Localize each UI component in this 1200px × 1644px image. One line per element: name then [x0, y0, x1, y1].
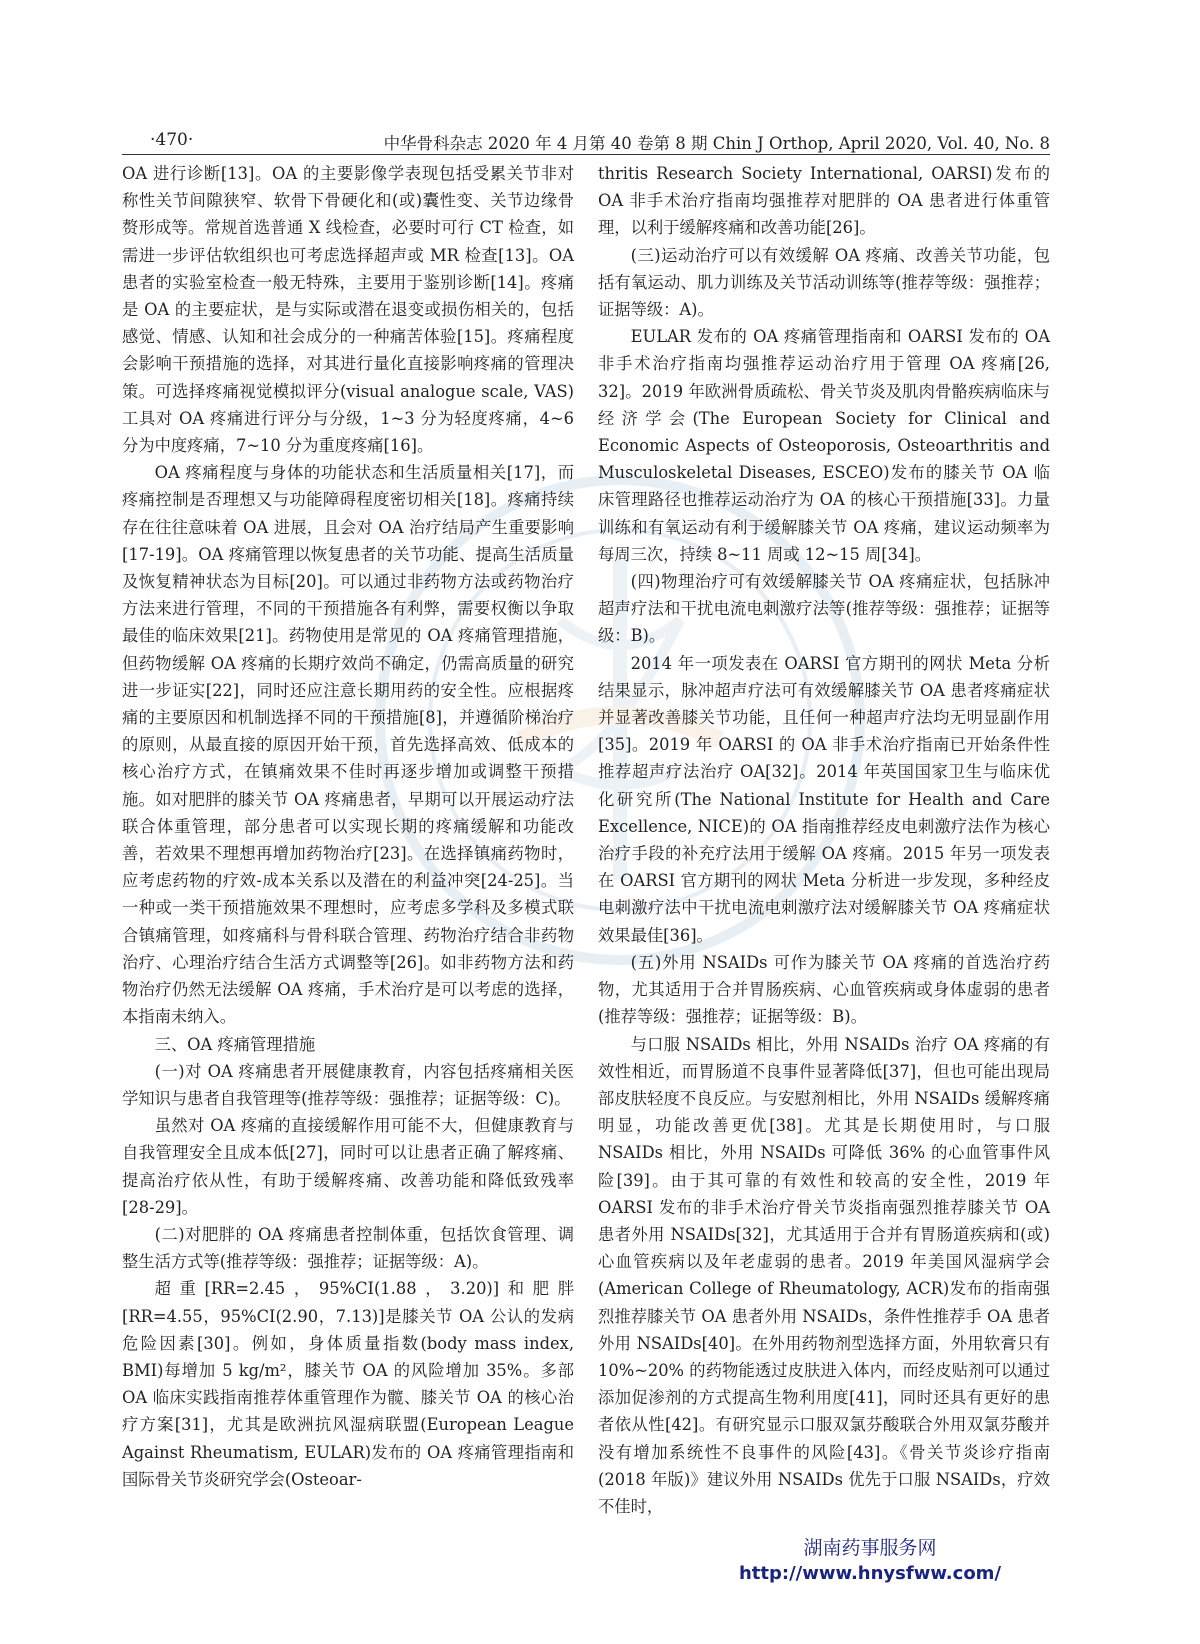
paragraph: OA 进行诊断[13]。OA 的主要影像学表现包括受累关节非对称性关节间隙狭窄、软骨下骨硬化和(或)囊性变、关节边缘骨赘形成等。常规首选普通 X 线检查，必要时可行 CT 检查，如需进一步评估软组织也可考虑选择超声或 MR 检查[13]。OA 患者的实验室检查一般无特殊，主要用于鉴别诊断[14]。疼痛是 OA 的主要症状，是与实际或潜在退变或损伤相关的，包括感觉、情感、认知和社会成分的一种痛苦体验[15]。疼痛程度会影响干预措施的选择，对其进行量化直接影响疼痛的管理决策。可选择疼痛视觉模拟评分(visual analogue scale, VAS)工具对 OA 疼痛进行评分与分级，1~3 分为轻度疼痛，4~6 分为中度疼痛，7~10 分为重度疼痛[16]。 [122, 164, 574, 456]
paragraph: (一)对 OA 疼痛患者开展健康教育，内容包括疼痛相关医学知识与患者自我管理等(推荐等级：强推荐；证据等级：C)。 [122, 1061, 574, 1108]
paragraph: 超重[RR=2.45，95%CI(1.88，3.20)]和肥胖[RR=4.55，95%CI(2.90，7.13)]是膝关节 OA 公认的发病危险因素[30]。例如，身体质量指数(body mass index, BMI)每增加 5 kg/m²，膝关节 OA 的风险增加 35%。多部 OA 临床实践指南推荐体重管理作为髋、膝关节 OA 的核心治疗方案[31]，尤其是欧洲抗风湿病联盟(European League Against Rheumatism, EULAR)发布的 OA 疼痛管理指南和国际骨关节炎研究学会(Osteoar- [122, 1279, 574, 1489]
section-heading: 三、OA 疼痛管理措施 [154, 1034, 316, 1054]
paragraph: thritis Research Society International, OARSI)发布的 OA 非手术治疗指南均强推荐对肥胖的 OA 患者进行体重管理，以利于缓解疼痛和改善功能[26]。 [598, 164, 1050, 238]
paragraph: (三)运动治疗可以有效缓解 OA 疼痛、改善关节功能，包括有氧运动、肌力训练及关节活动训练等(推荐等级：强推荐；证据等级：A)。 [598, 245, 1050, 320]
paragraph: EULAR 发布的 OA 疼痛管理指南和 OARSI 发布的 OA 非手术治疗指南均强推荐运动治疗用于管理 OA 疼痛[26, 32]。2019 年欧洲骨质疏松、骨关节炎及肌肉骨骼疾病临床与经济学会(The European Society for Clinical and Economic Aspects of Osteoporosis, Osteoarthritis and Musculoskeletal Diseases, ESCEO)发布的膝关节 OA 临床管理路径也推荐运动治疗为 OA 的核心干预措施[33]。力量训练和有氧运动有利于缓解膝关节 OA 疼痛，建议运动频率为每周三次，持续 8~11 周或 12~15 周[34]。 [598, 327, 1050, 564]
paragraph: OA 疼痛程度与身体的功能状态和生活质量相关[17]，而疼痛控制是否理想又与功能障碍程度密切相关[18]。疼痛持续存在往往意味着 OA 进展，且会对 OA 治疗结局产生重要影响[17-19]。OA 疼痛管理以恢复患者的关节功能、提高生活质量及恢复精神状态为目标[20]。可以通过非药物方法或药物治疗方法来进行管理，不同的干预措施各有利弊，需要权衡以争取最佳的临床效果[21]。药物使用是常见的 OA 疼痛管理措施，但药物缓解 OA 疼痛的长期疗效尚不确定，仍需高质量的研究进一步证实[22]，同时还应注意长期用药的安全性。应根据疼痛的主要原因和机制选择不同的干预措施[8]，并遵循阶梯治疗的原则，从最直接的原因开始干预，首先选择高效、低成本的核心治疗方式，在镇痛效果不佳时再逐步增加或调整干预措施。如对肥胖的膝关节 OA 疼痛患者，早期可以开展运动疗法联合体重管理，部分患者可以实现长期的疼痛缓解和功能改善，若效果不理想再增加药物治疗[23]。在选择镇痛药物时，应考虑药物的疗效-成本关系以及潜在的利益冲突[24-25]。当一种或一类干预措施效果不理想时，应考虑多学科及多模式联合镇痛管理，如疼痛科与骨科联合管理、药物治疗结合非药物治疗、心理治疗结合生活方式调整等[26]。如非药物方法和药物治疗仍然无法缓解 OA 疼痛，手术治疗是可以考虑的选择，本指南未纳入。 [122, 463, 574, 1027]
footer-watermark [720, 1535, 1020, 1587]
right-column [598, 160, 1050, 1520]
paragraph: 2014 年一项发表在 OARSI 官方期刊的网状 Meta 分析结果显示，脉冲超声疗法可有效缓解膝关节 OA 患者疼痛症状并显著改善膝关节功能，且任何一种超声疗法均无明显副作用[35]。2019 年 OARSI 的 OA 非手术治疗指南已开始条件性推荐超声疗法治疗 OA[32]。2014 年英国国家卫生与临床优化研究所(The National Institute for Health and Care Excellence, NICE)的 OA 指南推荐经皮电刺激疗法作为核心治疗手段的补充疗法用于缓解 OA 疼痛。2015 年另一项发表在 OARSI 官方期刊的网状 Meta 分析进一步发现，多种经皮电刺激疗法中干扰电流电刺激疗法对缓解膝关节 OA 疼痛症状效果最佳[36]。 [598, 653, 1050, 945]
page-number: ·470· [150, 130, 194, 150]
site-name: 湖南药事服务网 [803, 1537, 937, 1559]
paragraph: 与口服 NSAIDs 相比，外用 NSAIDs 治疗 OA 疼痛的有效性相近，而胃肠道不良事件显著降低[37]，但也可能出现局部皮肤轻度不良反应。与安慰剂相比，外用 NSAIDs 缓解疼痛明显，功能改善更优[38]。尤其是长期使用时，与口服 NSAIDs 相比，外用 NSAIDs 可降低 36% 的心血管事件风险[39]。由于其可靠的有效性和较高的安全性，2019 年 OARSI 发布的非手术治疗骨关节炎指南强烈推荐膝关节 OA 患者外用 NSAIDs[32]，尤其适用于合并有胃肠道疾病和(或)心血管疾病以及年老虚弱的患者。2019 年美国风湿病学会(American College of Rheumatology, ACR)发布的指南强烈推荐膝关节 OA 患者外用 NSAIDs，条件性推荐手 OA 患者外用 NSAIDs[40]。在外用药物剂型选择方面，外用软膏只有 10%~20% 的药物能透过皮肤进入体内，而经皮贴剂可以通过添加促渗剂的方式提高生物利用度[41]，同时还具有更好的患者依从性[42]。有研究显示口服双氯芬酸联合外用双氯芬酸并没有增加系统性不良事件的风险[43]。《骨关节炎诊疗指南(2018 年版)》建议外用 NSAIDs 优先于口服 NSAIDs，疗效不佳时， [598, 1034, 1050, 1516]
paragraph: (四)物理治疗可有效缓解膝关节 OA 疼痛症状，包括脉冲超声疗法和干扰电流电刺激疗法等(推荐等级：强推荐；证据等级：B)。 [598, 572, 1050, 646]
page-header [122, 128, 1050, 155]
journal-info: 中华骨科杂志 2020 年 4 月第 40 卷第 8 期 Chin J Orthop, April 2020, Vol. 40, No. 8 [383, 134, 1050, 153]
paragraph: (五)外用 NSAIDs 可作为膝关节 OA 疼痛的首选治疗药物，尤其适用于合并胃肠疾病、心血管疾病或身体虚弱的患者(推荐等级：强推荐；证据等级：B)。 [598, 952, 1050, 1027]
site-url[interactable]: http://www.hnysfww.com/ [738, 1563, 1002, 1584]
paragraph: 虽然对 OA 疼痛的直接缓解作用可能不大，但健康教育与自我管理安全且成本低[27]，同时可以让患者正确了解疼痛、提高治疗依从性，有助于缓解疼痛、改善功能和降低致残率[28-29]。 [122, 1116, 574, 1217]
left-column [122, 160, 574, 1493]
paragraph: (二)对肥胖的 OA 疼痛患者控制体重，包括饮食管理、调整生活方式等(推荐等级：强推荐；证据等级：A)。 [122, 1224, 574, 1272]
